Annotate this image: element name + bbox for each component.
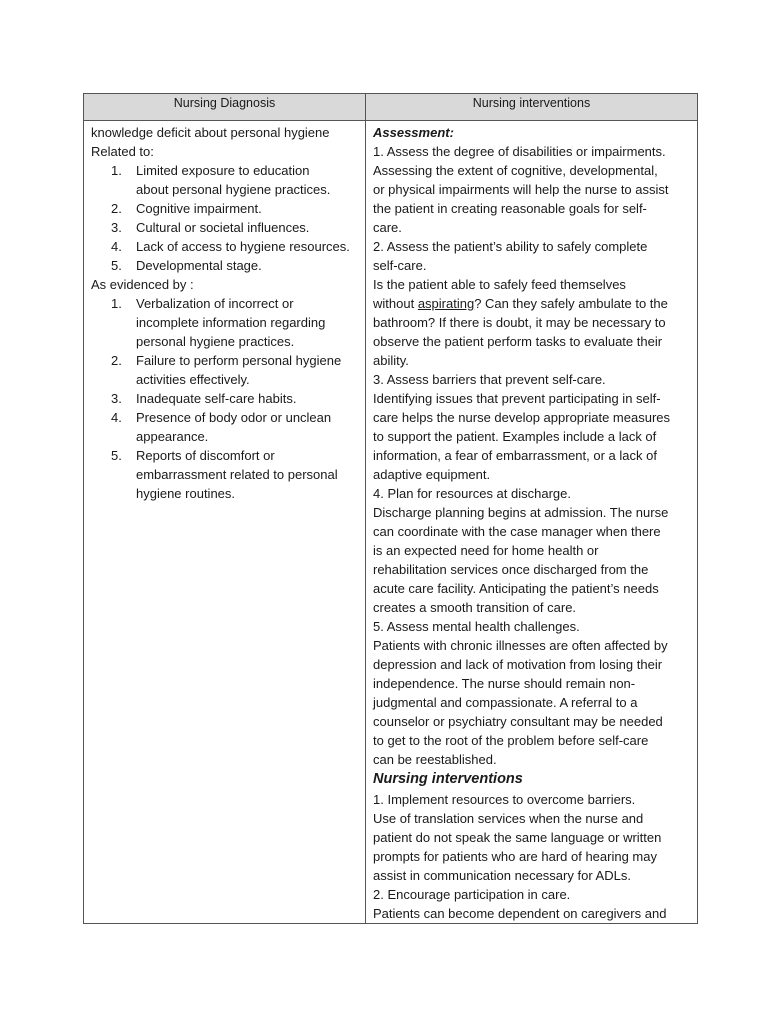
evidenced-by-list [91, 294, 359, 503]
text-line: to support the patient. Examples include a lack of [373, 429, 657, 444]
text-line: Use of translation services when the nurse and [373, 811, 644, 826]
list-item [91, 294, 359, 351]
table-row [84, 121, 698, 924]
text-line: to get to the root of the problem before self-care [373, 733, 649, 748]
interventions-text [373, 790, 691, 923]
list-item-text: Lack of access to hygiene resources. [136, 239, 350, 254]
assessment-text [373, 142, 691, 294]
aspirating-line [373, 294, 691, 313]
list-item [91, 256, 359, 275]
text-line: 2. Assess the patient’s ability to safely complete [373, 239, 648, 254]
text-line: Patients with chronic illnesses are often affected by [373, 638, 668, 653]
text-line: patient do not speak the same language or written [373, 830, 662, 845]
assessment-heading: Assessment: [373, 125, 454, 140]
assessment-text-continued [373, 313, 691, 769]
list-item-number: 3. [111, 391, 122, 406]
list-item [91, 237, 359, 256]
text-line: 3. Assess barriers that prevent self-care. [373, 372, 606, 387]
list-item-number: 1. [111, 296, 122, 311]
list-item-number: 5. [111, 448, 122, 463]
list-item-number: 4. [111, 410, 122, 425]
text-line: 1. Implement resources to overcome barriers. [373, 792, 636, 807]
list-item [91, 161, 359, 199]
list-item-text: hygiene routines. [136, 486, 236, 501]
text-line: or physical impairments will help the nurse to assist [373, 182, 669, 197]
text-line: bathroom? If there is doubt, it may be necessary to [373, 315, 666, 330]
text-line: prompts for patients who are hard of hearing may [373, 849, 657, 864]
evidenced-by-label: As evidenced by : [91, 277, 194, 292]
text-line: rehabilitation services once discharged from the [373, 562, 649, 577]
related-to-list [91, 161, 359, 275]
table-header-row [84, 94, 698, 121]
list-item-text: personal hygiene practices. [136, 334, 295, 349]
text-line: 4. Plan for resources at discharge. [373, 486, 571, 501]
text-line: 5. Assess mental health challenges. [373, 619, 580, 634]
related-to-label: Related to: [91, 144, 154, 159]
text-line: counselor or psychiatry consultant may be needed [373, 714, 663, 729]
aspirating-line-before: without [373, 296, 418, 311]
list-item [91, 351, 359, 389]
list-item-text: appearance. [136, 429, 209, 444]
text-line: Patients can become dependent on caregivers and [373, 906, 667, 921]
list-item-text: about personal hygiene practices. [136, 182, 331, 197]
aspirating-term: aspirating [417, 296, 475, 311]
text-line: Assessing the extent of cognitive, developmental, [373, 163, 658, 178]
text-line: information, a fear of embarrassment, or a lack of [373, 448, 657, 463]
list-item-text: Failure to perform personal hygiene [136, 353, 342, 368]
list-item-text: Reports of discomfort or [136, 448, 275, 463]
text-line: care. [373, 220, 402, 235]
list-item-number: 1. [111, 163, 122, 178]
text-line: self-care. [373, 258, 427, 273]
text-line: the patient in creating reasonable goals for self- [373, 201, 647, 216]
list-item [91, 199, 359, 218]
text-line: can coordinate with the case manager when there [373, 524, 661, 539]
list-item-text: Cognitive impairment. [136, 201, 262, 216]
list-item [91, 446, 359, 503]
text-line: depression and lack of motivation from losing their [373, 657, 663, 672]
text-line: care helps the nurse develop appropriate measures [373, 410, 671, 425]
list-item-text: Cultural or societal influences. [136, 220, 310, 235]
list-item-number: 3. [111, 220, 122, 235]
text-line: can be reestablished. [373, 752, 497, 767]
text-line: Identifying issues that prevent participating in self- [373, 391, 661, 406]
list-item-text: Inadequate self-care habits. [136, 391, 297, 406]
text-line: 1. Assess the degree of disabilities or impairments. [373, 144, 666, 159]
list-item [91, 389, 359, 408]
aspirating-line-after: ? Can they safely ambulate to the [474, 296, 668, 311]
list-item-number: 2. [111, 353, 122, 368]
list-item-text: Presence of body odor or unclean [136, 410, 332, 425]
list-item-number: 2. [111, 201, 122, 216]
text-line: Is the patient able to safely feed themselves [373, 277, 626, 292]
text-line: judgmental and compassionate. A referral to a [373, 695, 638, 710]
list-item-text: embarrassment related to personal [136, 467, 338, 482]
diagnosis-title: knowledge deficit about personal hygiene [91, 125, 330, 140]
list-item [91, 408, 359, 446]
text-line: 2. Encourage participation in care. [373, 887, 571, 902]
text-line: observe the patient perform tasks to evaluate their [373, 334, 663, 349]
list-item-text: Limited exposure to education [136, 163, 310, 178]
text-line: independence. The nurse should remain non- [373, 676, 636, 691]
list-item-text: activities effectively. [136, 372, 250, 387]
list-item-text: incomplete information regarding [136, 315, 326, 330]
list-item [91, 218, 359, 237]
text-line: creates a smooth transition of care. [373, 600, 577, 615]
header-nursing-diagnosis: Nursing Diagnosis [84, 94, 366, 121]
text-line: Discharge planning begins at admission. The nurse [373, 505, 669, 520]
header-nursing-interventions: Nursing interventions [366, 94, 698, 121]
nursing-interventions-heading: Nursing interventions [373, 771, 523, 787]
nursing-care-plan-table [83, 93, 698, 924]
text-line: adaptive equipment. [373, 467, 491, 482]
diagnosis-cell [84, 121, 366, 924]
text-line: acute care facility. Anticipating the patient’s needs [373, 581, 659, 596]
interventions-cell [366, 121, 698, 924]
list-item-number: 4. [111, 239, 122, 254]
text-line: is an expected need for home health or [373, 543, 599, 558]
text-line: ability. [373, 353, 409, 368]
text-line: assist in communication necessary for ADLs. [373, 868, 631, 883]
list-item-text: Developmental stage. [136, 258, 262, 273]
list-item-text: Verbalization of incorrect or [136, 296, 294, 311]
list-item-number: 5. [111, 258, 122, 273]
